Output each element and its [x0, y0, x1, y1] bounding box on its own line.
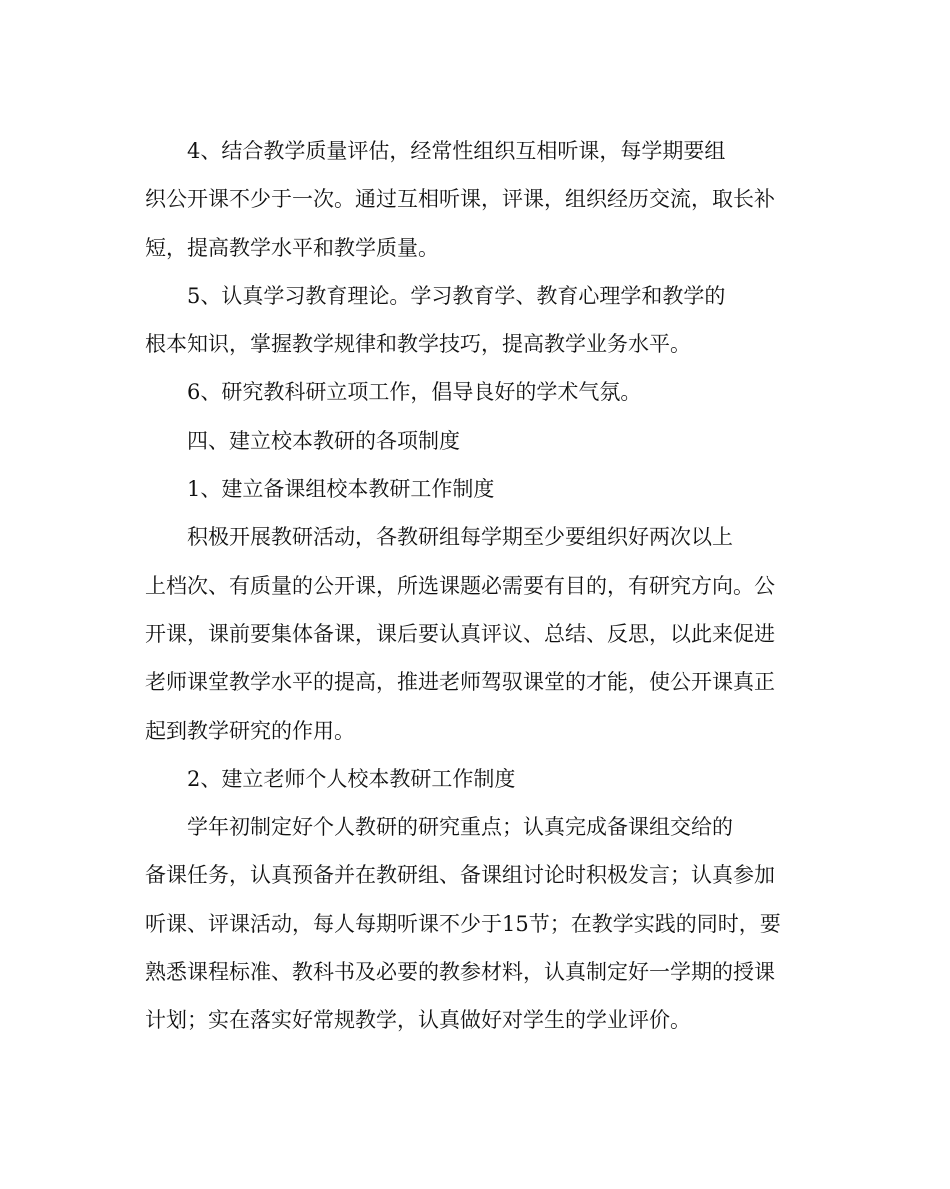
text-line: 听课、评课活动，每人每期听课不少于15节；在教学实践的同时，要 — [145, 911, 781, 936]
subsection-heading-1 — [145, 465, 810, 513]
text-line: 学年初制定好个人教研的研究重点；认真完成备课组交给的 — [187, 815, 733, 840]
text-line: 2、建立老师个人校本教研工作制度 — [187, 766, 516, 791]
subsection-heading-2 — [145, 755, 810, 803]
text-line: 备课任务，认真预备并在教研组、备课组讨论时积极发言；认真参加 — [145, 863, 775, 888]
document-body — [145, 127, 810, 1045]
text-line: 6、研究教科研立项工作，倡导良好的学术气氛。 — [187, 380, 642, 405]
text-line: 短，提高教学水平和教学质量。 — [145, 235, 439, 260]
text-line: 1、建立备课组校本教研工作制度 — [187, 477, 495, 502]
text-line: 5、认真学习教育理论。学习教育学、教育心理学和教学的 — [187, 283, 726, 308]
paragraph-item-5 — [145, 272, 810, 369]
paragraph-group-system — [145, 513, 810, 754]
paragraph-item-6 — [145, 368, 810, 416]
text-line: 老师课堂教学水平的提高，推进老师驾驭课堂的才能，使公开课真正 — [145, 670, 775, 695]
text-line: 4、结合教学质量评估，经常性组织互相听课，每学期要组 — [187, 139, 726, 163]
text-line: 积极开展教研活动，各教研组每学期至少要组织好两次以上 — [187, 525, 733, 550]
text-line: 四、建立校本教研的各项制度 — [187, 428, 460, 453]
text-line: 织公开课不少于一次。通过互相听课，评课，组织经历交流，取长补 — [145, 187, 775, 212]
text-line: 计划；实在落实好常规教学，认真做好对学生的学业评价。 — [145, 1008, 691, 1033]
paragraph-item-4 — [145, 127, 810, 272]
text-line: 熟悉课程标准、教科书及必要的教参材料，认真制定好一学期的授课 — [145, 960, 775, 985]
paragraph-teacher-system — [145, 803, 810, 1044]
text-line: 开课，课前要集体备课，课后要认真评议、总结、反思，以此来促进 — [145, 621, 775, 646]
text-line: 上档次、有质量的公开课，所选课题必需要有目的，有研究方向。公 — [145, 573, 775, 598]
text-line: 根本知识，掌握教学规律和教学技巧，提高教学业务水平。 — [145, 332, 691, 357]
section-heading-4 — [145, 417, 810, 465]
text-line: 起到教学研究的作用。 — [145, 718, 355, 743]
